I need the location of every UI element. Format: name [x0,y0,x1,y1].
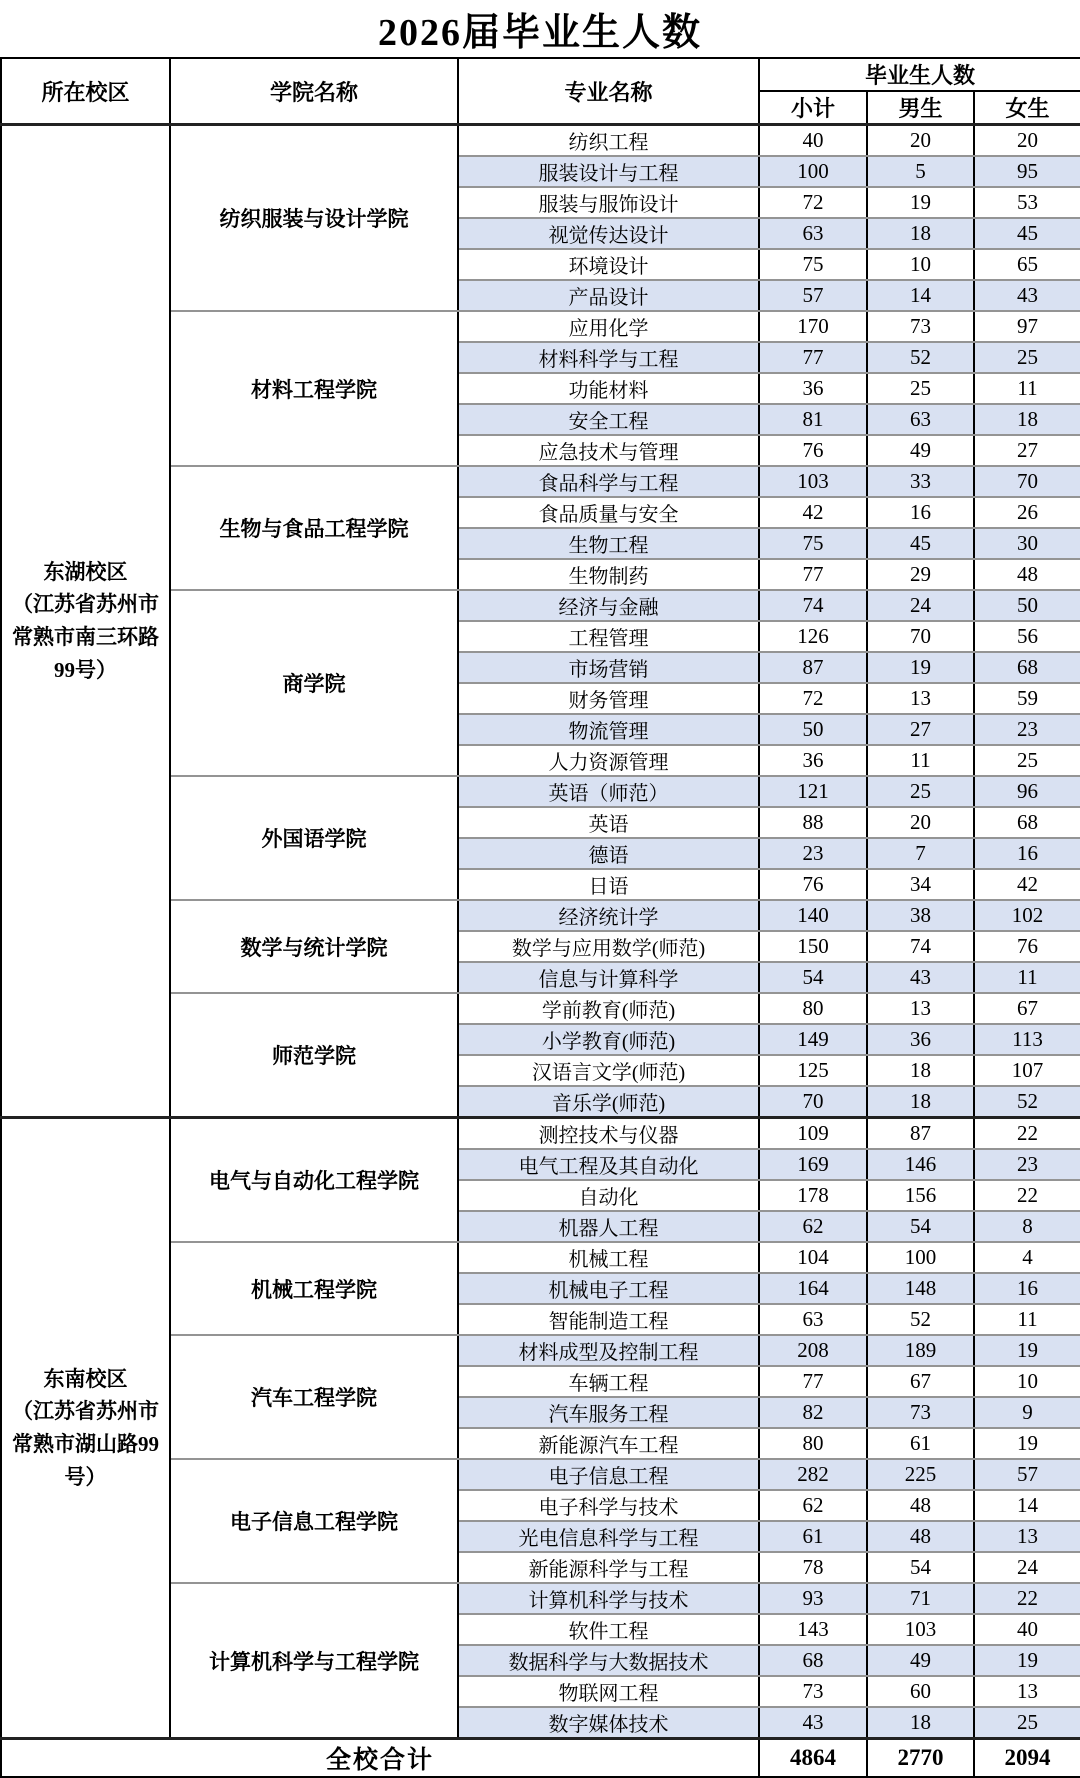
female-cell: 13 [974,1521,1080,1552]
subtotal-cell: 43 [759,1707,867,1739]
subtotal-cell: 74 [759,590,867,621]
major-cell: 人力资源管理 [458,745,759,776]
subtotal-cell: 57 [759,280,867,311]
major-cell: 视觉传达设计 [458,218,759,249]
subtotal-cell: 70 [759,1086,867,1118]
subtotal-cell: 62 [759,1490,867,1521]
male-cell: 225 [867,1459,974,1490]
female-cell: 11 [974,1304,1080,1335]
subtotal-cell: 50 [759,714,867,745]
male-cell: 27 [867,714,974,745]
college-cell: 纺织服装与设计学院 [170,125,458,312]
male-cell: 20 [867,807,974,838]
major-cell: 电气工程及其自动化 [458,1149,759,1180]
major-cell: 纺织工程 [458,125,759,157]
college-cell: 生物与食品工程学院 [170,466,458,590]
male-cell: 25 [867,373,974,404]
male-cell: 29 [867,559,974,590]
subtotal-cell: 73 [759,1676,867,1707]
female-cell: 10 [974,1366,1080,1397]
subtotal-cell: 23 [759,838,867,869]
subtotal-cell: 72 [759,187,867,218]
major-cell: 产品设计 [458,280,759,311]
major-cell: 新能源汽车工程 [458,1428,759,1459]
male-cell: 67 [867,1366,974,1397]
male-cell: 11 [867,745,974,776]
college-cell: 计算机科学与工程学院 [170,1583,458,1739]
major-cell: 自动化 [458,1180,759,1211]
header-female: 女生 [974,91,1080,125]
female-cell: 19 [974,1428,1080,1459]
campus-cell [1,125,170,1118]
male-cell: 54 [867,1211,974,1242]
female-cell: 97 [974,311,1080,342]
male-cell: 87 [867,1118,974,1150]
major-cell: 应急技术与管理 [458,435,759,466]
total-subtotal: 4864 [759,1739,867,1778]
female-cell: 24 [974,1552,1080,1583]
female-cell: 19 [974,1645,1080,1676]
male-cell: 7 [867,838,974,869]
subtotal-cell: 54 [759,962,867,993]
male-cell: 48 [867,1490,974,1521]
female-cell: 48 [974,559,1080,590]
subtotal-cell: 149 [759,1024,867,1055]
subtotal-cell: 76 [759,435,867,466]
major-cell: 财务管理 [458,683,759,714]
female-cell: 26 [974,497,1080,528]
subtotal-cell: 82 [759,1397,867,1428]
male-cell: 146 [867,1149,974,1180]
male-cell: 63 [867,404,974,435]
graduates-table [0,57,1080,1778]
major-cell: 应用化学 [458,311,759,342]
male-cell: 20 [867,125,974,157]
campus-name: 东湖校区 [43,559,128,584]
major-cell: 数学与应用数学(师范) [458,931,759,962]
female-cell: 8 [974,1211,1080,1242]
female-cell: 11 [974,373,1080,404]
college-cell: 外国语学院 [170,776,458,900]
female-cell: 45 [974,218,1080,249]
subtotal-cell: 62 [759,1211,867,1242]
college-cell: 师范学院 [170,993,458,1118]
female-cell: 95 [974,156,1080,187]
subtotal-cell: 140 [759,900,867,931]
page-title: 2026届毕业生人数 [377,12,702,54]
major-cell: 材料成型及控制工程 [458,1335,759,1366]
male-cell: 14 [867,280,974,311]
total-male: 2770 [867,1739,974,1778]
female-cell: 76 [974,931,1080,962]
major-cell: 数字媒体技术 [458,1707,759,1739]
header-major: 专业名称 [458,58,759,125]
header-subtotal: 小计 [759,91,867,125]
male-cell: 45 [867,528,974,559]
female-cell: 52 [974,1086,1080,1118]
subtotal-cell: 80 [759,993,867,1024]
female-cell: 14 [974,1490,1080,1521]
female-cell: 20 [974,125,1080,157]
header-college: 学院名称 [170,58,458,125]
college-cell: 材料工程学院 [170,311,458,466]
male-cell: 49 [867,1645,974,1676]
male-cell: 61 [867,1428,974,1459]
college-cell: 汽车工程学院 [170,1335,458,1459]
subtotal-cell: 103 [759,466,867,497]
major-cell: 经济统计学 [458,900,759,931]
major-cell: 机械工程 [458,1242,759,1273]
total-female: 2094 [974,1739,1080,1778]
subtotal-cell: 36 [759,373,867,404]
female-cell: 102 [974,900,1080,931]
female-cell: 18 [974,404,1080,435]
table-row [1,125,1080,157]
male-cell: 13 [867,993,974,1024]
subtotal-cell: 61 [759,1521,867,1552]
major-cell: 计算机科学与技术 [458,1583,759,1614]
major-cell: 日语 [458,869,759,900]
subtotal-cell: 77 [759,559,867,590]
male-cell: 70 [867,621,974,652]
female-cell: 25 [974,745,1080,776]
male-cell: 18 [867,1086,974,1118]
major-cell: 电子信息工程 [458,1459,759,1490]
subtotal-cell: 126 [759,621,867,652]
major-cell: 服装设计与工程 [458,156,759,187]
subtotal-cell: 125 [759,1055,867,1086]
major-cell: 食品科学与工程 [458,466,759,497]
male-cell: 100 [867,1242,974,1273]
college-cell: 数学与统计学院 [170,900,458,993]
female-cell: 43 [974,280,1080,311]
male-cell: 52 [867,1304,974,1335]
subtotal-cell: 63 [759,1304,867,1335]
major-cell: 英语（师范） [458,776,759,807]
major-cell: 环境设计 [458,249,759,280]
female-cell: 9 [974,1397,1080,1428]
female-cell: 4 [974,1242,1080,1273]
major-cell: 材料科学与工程 [458,342,759,373]
male-cell: 48 [867,1521,974,1552]
subtotal-cell: 76 [759,869,867,900]
subtotal-cell: 164 [759,1273,867,1304]
major-cell: 生物工程 [458,528,759,559]
major-cell: 音乐学(师范) [458,1086,759,1118]
subtotal-cell: 63 [759,218,867,249]
major-cell: 小学教育(师范) [458,1024,759,1055]
male-cell: 74 [867,931,974,962]
major-cell: 英语 [458,807,759,838]
female-cell: 25 [974,342,1080,373]
female-cell: 40 [974,1614,1080,1645]
subtotal-cell: 121 [759,776,867,807]
major-cell: 机器人工程 [458,1211,759,1242]
major-cell: 物流管理 [458,714,759,745]
male-cell: 73 [867,1397,974,1428]
male-cell: 43 [867,962,974,993]
subtotal-cell: 75 [759,528,867,559]
subtotal-cell: 208 [759,1335,867,1366]
male-cell: 10 [867,249,974,280]
subtotal-cell: 42 [759,497,867,528]
table-row [1,1118,1080,1150]
male-cell: 36 [867,1024,974,1055]
major-cell: 功能材料 [458,373,759,404]
female-cell: 68 [974,807,1080,838]
female-cell: 13 [974,1676,1080,1707]
major-cell: 汉语言文学(师范) [458,1055,759,1086]
major-cell: 软件工程 [458,1614,759,1645]
major-cell: 光电信息科学与工程 [458,1521,759,1552]
female-cell: 57 [974,1459,1080,1490]
male-cell: 13 [867,683,974,714]
subtotal-cell: 75 [759,249,867,280]
female-cell: 67 [974,993,1080,1024]
female-cell: 65 [974,249,1080,280]
major-cell: 服装与服饰设计 [458,187,759,218]
table-body [1,125,1080,1739]
male-cell: 34 [867,869,974,900]
male-cell: 49 [867,435,974,466]
major-cell: 信息与计算科学 [458,962,759,993]
subtotal-cell: 93 [759,1583,867,1614]
major-cell: 电子科学与技术 [458,1490,759,1521]
female-cell: 22 [974,1180,1080,1211]
male-cell: 18 [867,218,974,249]
college-cell: 机械工程学院 [170,1242,458,1335]
male-cell: 33 [867,466,974,497]
campus-name: 东南校区 [43,1366,128,1391]
subtotal-cell: 178 [759,1180,867,1211]
header-campus: 所在校区 [1,58,170,125]
table-header [1,58,1080,125]
subtotal-cell: 282 [759,1459,867,1490]
male-cell: 24 [867,590,974,621]
female-cell: 56 [974,621,1080,652]
female-cell: 107 [974,1055,1080,1086]
male-cell: 19 [867,187,974,218]
male-cell: 103 [867,1614,974,1645]
campus-address: （江苏省苏州市常熟市湖山路99号） [12,1399,159,1489]
major-cell: 数据科学与大数据技术 [458,1645,759,1676]
subtotal-cell: 36 [759,745,867,776]
major-cell: 测控技术与仪器 [458,1118,759,1150]
major-cell: 食品质量与安全 [458,497,759,528]
major-cell: 汽车服务工程 [458,1397,759,1428]
college-cell: 电子信息工程学院 [170,1459,458,1583]
subtotal-cell: 77 [759,1366,867,1397]
female-cell: 22 [974,1583,1080,1614]
campus-cell [1,1118,170,1739]
total-label: 全校合计 [1,1739,759,1778]
male-cell: 71 [867,1583,974,1614]
male-cell: 60 [867,1676,974,1707]
male-cell: 38 [867,900,974,931]
subtotal-cell: 170 [759,311,867,342]
subtotal-cell: 104 [759,1242,867,1273]
major-cell: 工程管理 [458,621,759,652]
subtotal-cell: 40 [759,125,867,157]
female-cell: 27 [974,435,1080,466]
male-cell: 25 [867,776,974,807]
table-footer [1,1739,1080,1778]
college-cell: 电气与自动化工程学院 [170,1118,458,1243]
total-row [1,1739,1080,1778]
male-cell: 16 [867,497,974,528]
subtotal-cell: 87 [759,652,867,683]
male-cell: 156 [867,1180,974,1211]
female-cell: 113 [974,1024,1080,1055]
major-cell: 市场营销 [458,652,759,683]
female-cell: 70 [974,466,1080,497]
subtotal-cell: 169 [759,1149,867,1180]
male-cell: 148 [867,1273,974,1304]
campus-address: （江苏省苏州市常熟市南三环路99号） [12,592,159,682]
subtotal-cell: 100 [759,156,867,187]
female-cell: 42 [974,869,1080,900]
male-cell: 19 [867,652,974,683]
male-cell: 52 [867,342,974,373]
subtotal-cell: 72 [759,683,867,714]
male-cell: 5 [867,156,974,187]
major-cell: 学前教育(师范) [458,993,759,1024]
female-cell: 11 [974,962,1080,993]
female-cell: 23 [974,714,1080,745]
college-cell: 商学院 [170,590,458,776]
major-cell: 德语 [458,838,759,869]
subtotal-cell: 78 [759,1552,867,1583]
female-cell: 50 [974,590,1080,621]
female-cell: 23 [974,1149,1080,1180]
female-cell: 25 [974,1707,1080,1739]
major-cell: 生物制药 [458,559,759,590]
female-cell: 59 [974,683,1080,714]
subtotal-cell: 68 [759,1645,867,1676]
female-cell: 22 [974,1118,1080,1150]
major-cell: 经济与金融 [458,590,759,621]
subtotal-cell: 88 [759,807,867,838]
female-cell: 19 [974,1335,1080,1366]
female-cell: 30 [974,528,1080,559]
male-cell: 189 [867,1335,974,1366]
subtotal-cell: 77 [759,342,867,373]
subtotal-cell: 109 [759,1118,867,1150]
major-cell: 物联网工程 [458,1676,759,1707]
major-cell: 安全工程 [458,404,759,435]
female-cell: 16 [974,1273,1080,1304]
male-cell: 18 [867,1055,974,1086]
male-cell: 73 [867,311,974,342]
female-cell: 96 [974,776,1080,807]
major-cell: 智能制造工程 [458,1304,759,1335]
female-cell: 16 [974,838,1080,869]
major-cell: 车辆工程 [458,1366,759,1397]
subtotal-cell: 143 [759,1614,867,1645]
subtotal-cell: 150 [759,931,867,962]
major-cell: 机械电子工程 [458,1273,759,1304]
female-cell: 53 [974,187,1080,218]
major-cell: 新能源科学与工程 [458,1552,759,1583]
male-cell: 18 [867,1707,974,1739]
subtotal-cell: 80 [759,1428,867,1459]
header-male: 男生 [867,91,974,125]
male-cell: 54 [867,1552,974,1583]
female-cell: 68 [974,652,1080,683]
header-graduates-group: 毕业生人数 [759,58,1080,91]
subtotal-cell: 81 [759,404,867,435]
